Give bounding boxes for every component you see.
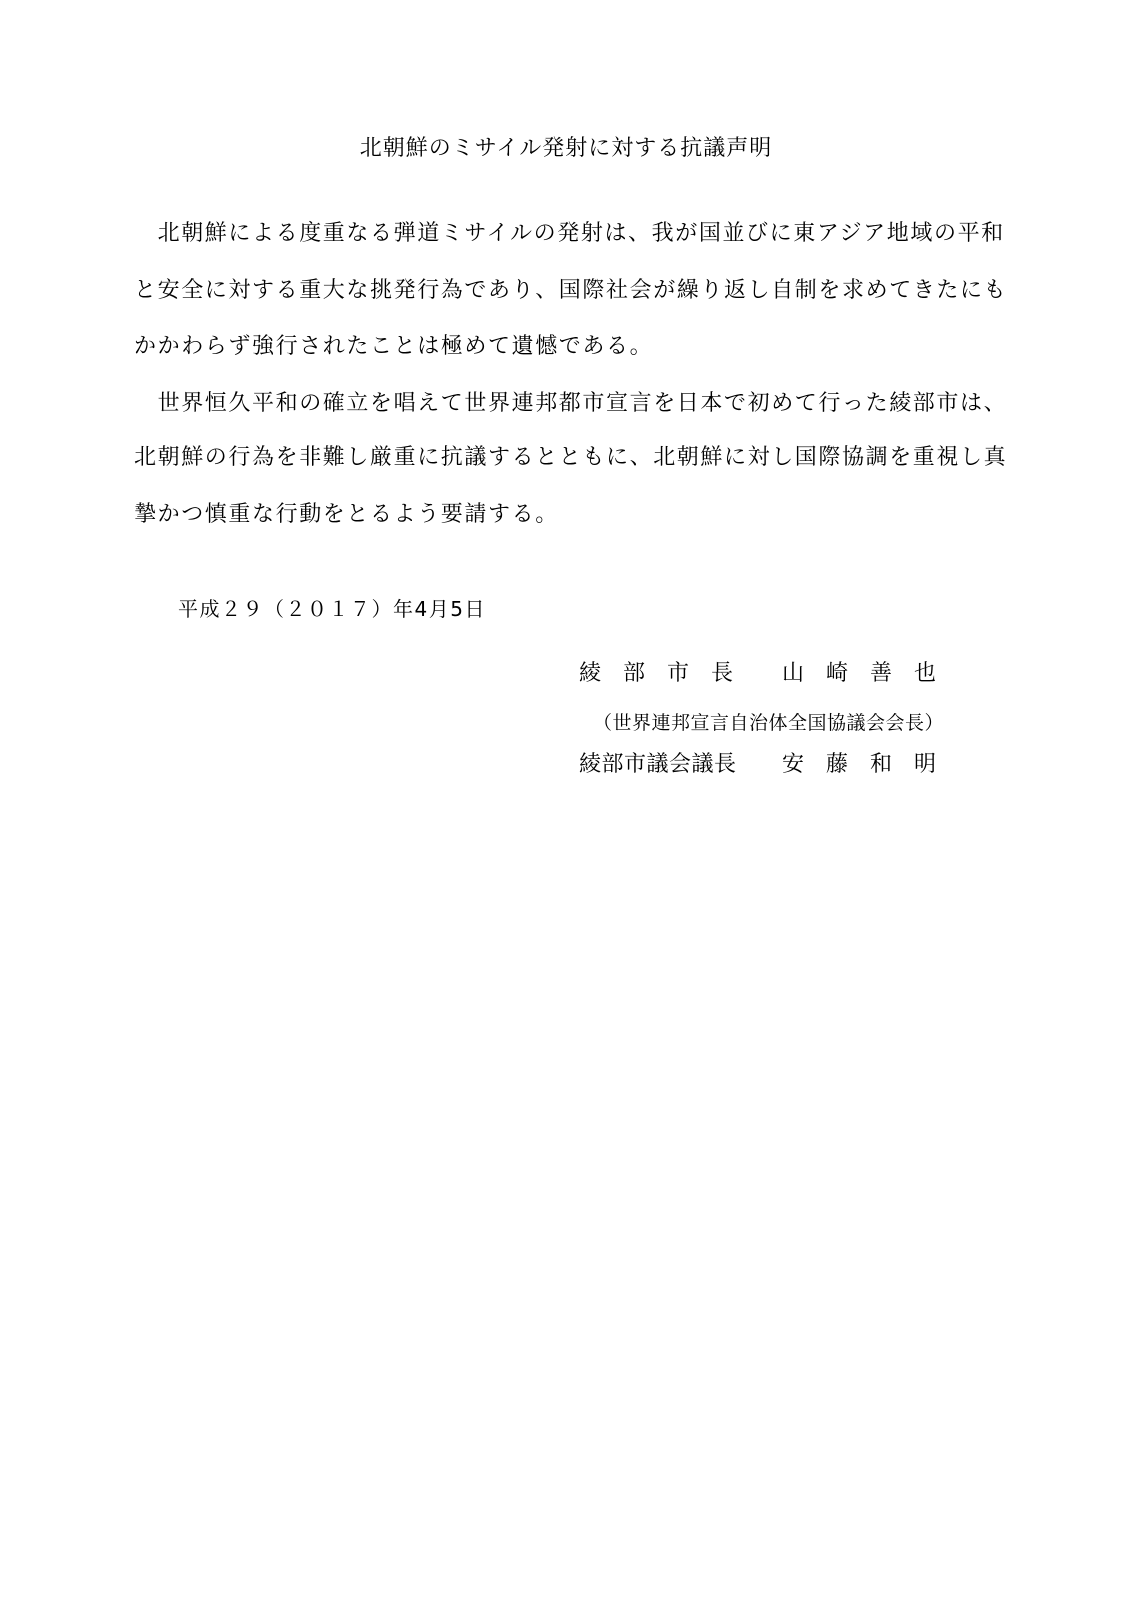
- mayor-name: [782, 659, 936, 689]
- council-chair-title: 綾部市議会議長: [579, 752, 737, 777]
- body-line-4: 世界恒久平和の確立を唱えて世界連邦都市宣言を日本で初めて行った綾部市は、: [134, 391, 1008, 416]
- body-line-3: かかわらず強行されたことは極めて遺憾である。: [134, 334, 654, 359]
- mayor-title-char: 長: [710, 661, 733, 686]
- body-line-1: 北朝鮮による度重なる弾道ミサイルの発射は、我が国並びに東アジア地域の平和: [134, 221, 1005, 246]
- mayor-name-char: 山: [782, 661, 805, 686]
- mayor-title-char: 綾: [579, 661, 602, 686]
- body-line-6: 摯かつ慎重な行動をとるよう要請する。: [134, 502, 559, 527]
- mayor-name-char: 也: [913, 661, 936, 686]
- chair-name-char: 和: [869, 752, 892, 777]
- mayor-title-char: 部: [622, 661, 645, 686]
- chair-name-char: 安: [782, 752, 805, 777]
- mayor-affiliation-note: （世界連邦宣言自治体全国協議会会長）: [593, 712, 945, 734]
- chair-name-char: 明: [913, 752, 936, 777]
- statement-date: 平成２９（２０１７）年4月5日: [178, 597, 486, 621]
- mayor-title: [579, 659, 733, 689]
- body-line-5: 北朝鮮の行為を非難し厳重に抗議するとともに、北朝鮮に対し国際協調を重視し真: [134, 445, 1008, 470]
- council-chair-name: [782, 750, 936, 780]
- mayor-title-char: 市: [666, 661, 689, 686]
- chair-name-char: 藤: [825, 752, 848, 777]
- document-title: 北朝鮮のミサイル発射に対する抗議声明: [359, 136, 773, 161]
- mayor-name-char: 崎: [825, 661, 848, 686]
- mayor-name-char: 善: [869, 661, 892, 686]
- body-line-2: と安全に対する重大な挑発行為であり、国際社会が繰り返し自制を求めてきたにも: [134, 278, 1008, 303]
